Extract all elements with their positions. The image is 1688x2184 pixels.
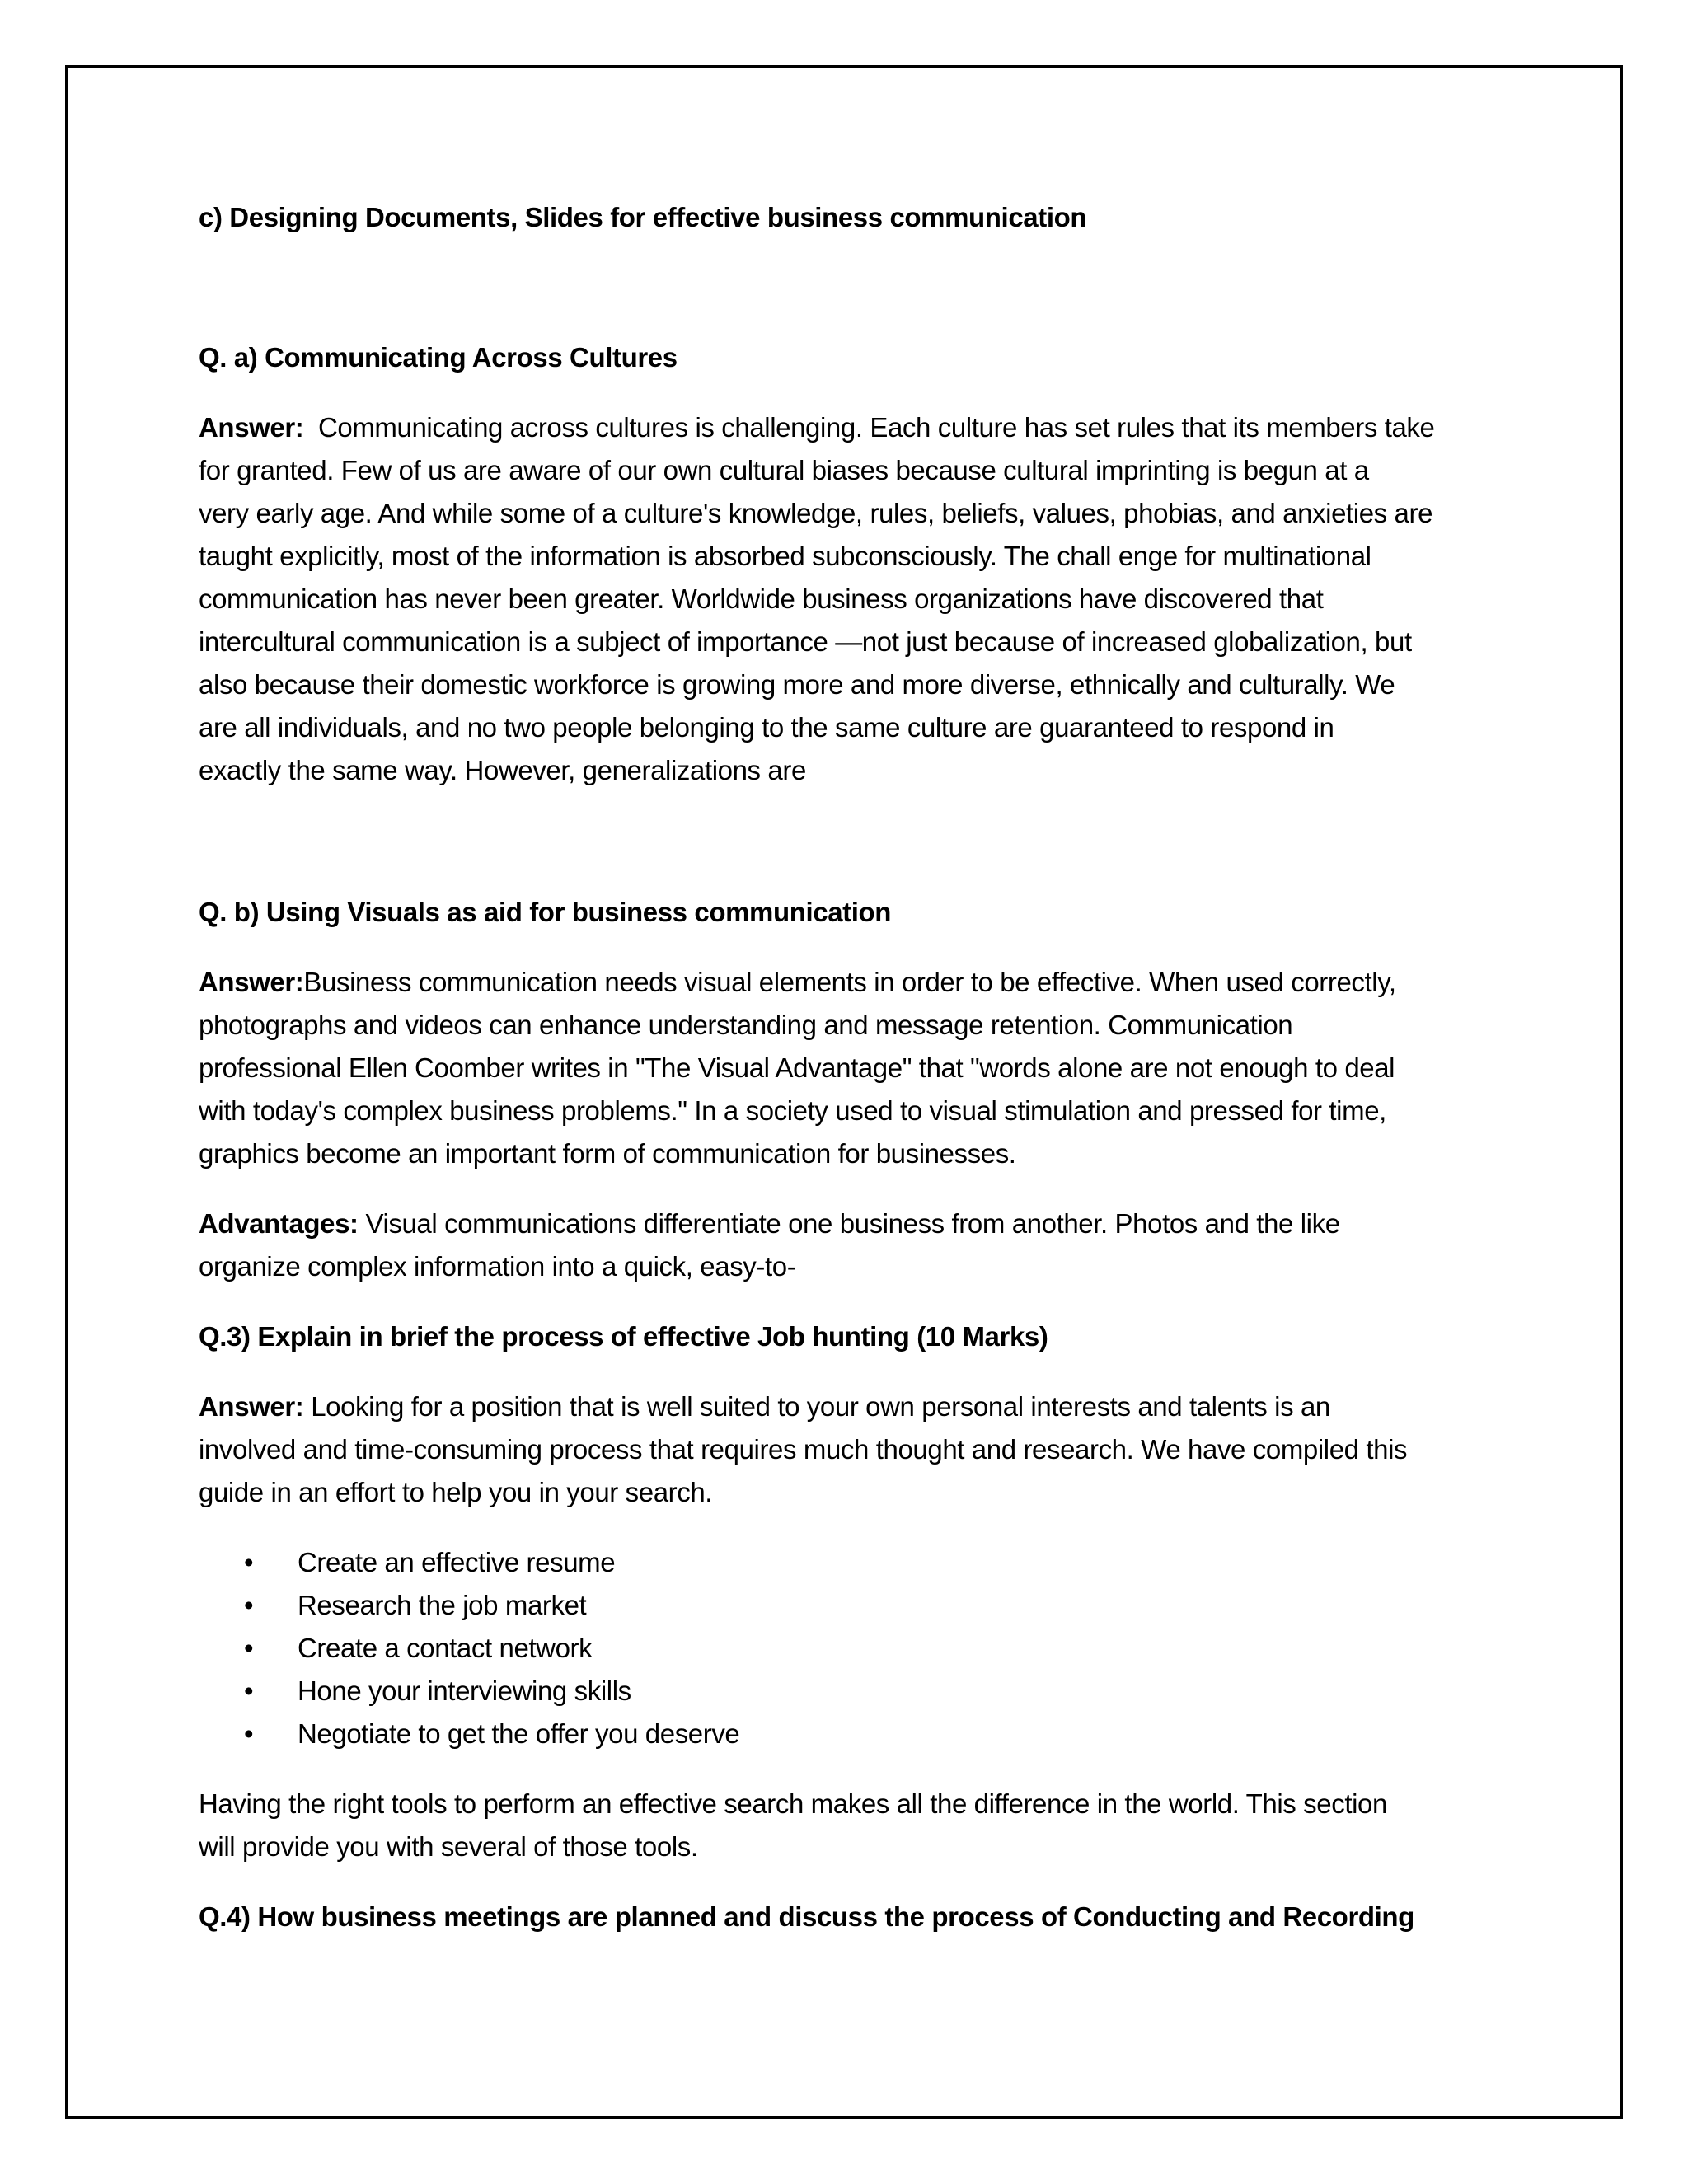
- bullet-icon: •: [244, 1718, 254, 1749]
- qb-answer-line: with today's complex business problems." In a society used to visual stimulation and pressed for time,: [199, 1095, 1386, 1126]
- heading-c: c) Designing Documents, Slides for effective business communication: [199, 202, 1087, 232]
- qb-advantages-line: organize complex information into a quick, easy-to-: [199, 1251, 796, 1282]
- heading-q3: Q.3) Explain in brief the process of effective Job hunting (10 Marks): [199, 1321, 1048, 1352]
- list-item: • Create a contact network: [199, 1627, 1501, 1670]
- answer-label: Answer:: [199, 1391, 304, 1422]
- q3-answer-line: guide in an effort to help you in your search.: [199, 1477, 713, 1507]
- qa-answer-line: Answer: Communicating across cultures is challenging. Each culture has set rules that its members take: [199, 412, 1435, 443]
- bullet-icon: •: [244, 1547, 254, 1577]
- qa-answer-line: are all individuals, and no two people belonging to the same culture are guaranteed to respond in: [199, 712, 1334, 743]
- qb-answer-line: professional Ellen Coomber writes in "The Visual Advantage" that "words alone are not enough to deal: [199, 1052, 1395, 1083]
- qa-answer-line: taught explicitly, most of the information is absorbed subconsciously. The chall enge for multinational: [199, 541, 1372, 571]
- bullet-icon: •: [244, 1675, 254, 1706]
- qb-answer-line: graphics become an important form of communication for businesses.: [199, 1138, 1016, 1169]
- job-hunting-list: [199, 1541, 1501, 1755]
- q3-answer-line: Answer: Looking for a position that is well suited to your own personal interests and talents is an: [199, 1391, 1330, 1422]
- qb-answer-line: photographs and videos can enhance understanding and message retention. Communication: [199, 1010, 1293, 1040]
- qa-answer-line: very early age. And while some of a culture's knowledge, rules, beliefs, values, phobias, and anxieties are: [199, 498, 1433, 528]
- answer-label: Answer:: [199, 967, 304, 997]
- list-item: • Create an effective resume: [199, 1541, 1501, 1584]
- answer-label: Answer:: [199, 412, 304, 443]
- heading-qb: Q. b) Using Visuals as aid for business communication: [199, 897, 892, 927]
- bullet-icon: •: [244, 1633, 254, 1663]
- qb-answer: [199, 961, 1501, 1175]
- q3-closing-line: will provide you with several of those tools.: [199, 1831, 698, 1862]
- document-body: [199, 196, 1501, 1938]
- q3-closing-line: Having the right tools to perform an effective search makes all the difference in the world. This section: [199, 1788, 1387, 1819]
- list-item: • Research the job market: [199, 1584, 1501, 1627]
- qa-answer-line: also because their domestic workforce is growing more and more diverse, ethnically and culturally. We: [199, 669, 1395, 700]
- list-item: • Negotiate to get the offer you deserve: [199, 1713, 1501, 1755]
- heading-qa: Q. a) Communicating Across Cultures: [199, 342, 678, 373]
- q3-answer-line: involved and time-consuming process that requires much thought and research. We have compiled this: [199, 1434, 1408, 1465]
- qa-answer-line: intercultural communication is a subject of importance —not just because of increased globalization, but: [199, 626, 1412, 657]
- qb-advantages: [199, 1202, 1501, 1288]
- qb-advantages-line: Advantages: Visual communications differentiate one business from another. Photos and the like: [199, 1208, 1340, 1239]
- bullet-icon: •: [244, 1590, 254, 1620]
- qa-answer-line: for granted. Few of us are aware of our own cultural biases because cultural imprinting is begun at a: [199, 455, 1369, 485]
- qa-answer-line: communication has never been greater. Worldwide business organizations have discovered that: [199, 583, 1324, 614]
- q3-answer: [199, 1385, 1501, 1514]
- advantages-label: Advantages:: [199, 1208, 359, 1239]
- list-item: • Hone your interviewing skills: [199, 1670, 1501, 1713]
- qa-answer-line: exactly the same way. However, generalizations are: [199, 755, 806, 785]
- qb-answer-line: Answer:Business communication needs visual elements in order to be effective. When used correctly,: [199, 967, 1396, 997]
- heading-q4: Q.4) How business meetings are planned and discuss the process of Conducting and Recording: [199, 1901, 1414, 1932]
- q3-closing: [199, 1783, 1501, 1868]
- qa-answer: [199, 406, 1501, 792]
